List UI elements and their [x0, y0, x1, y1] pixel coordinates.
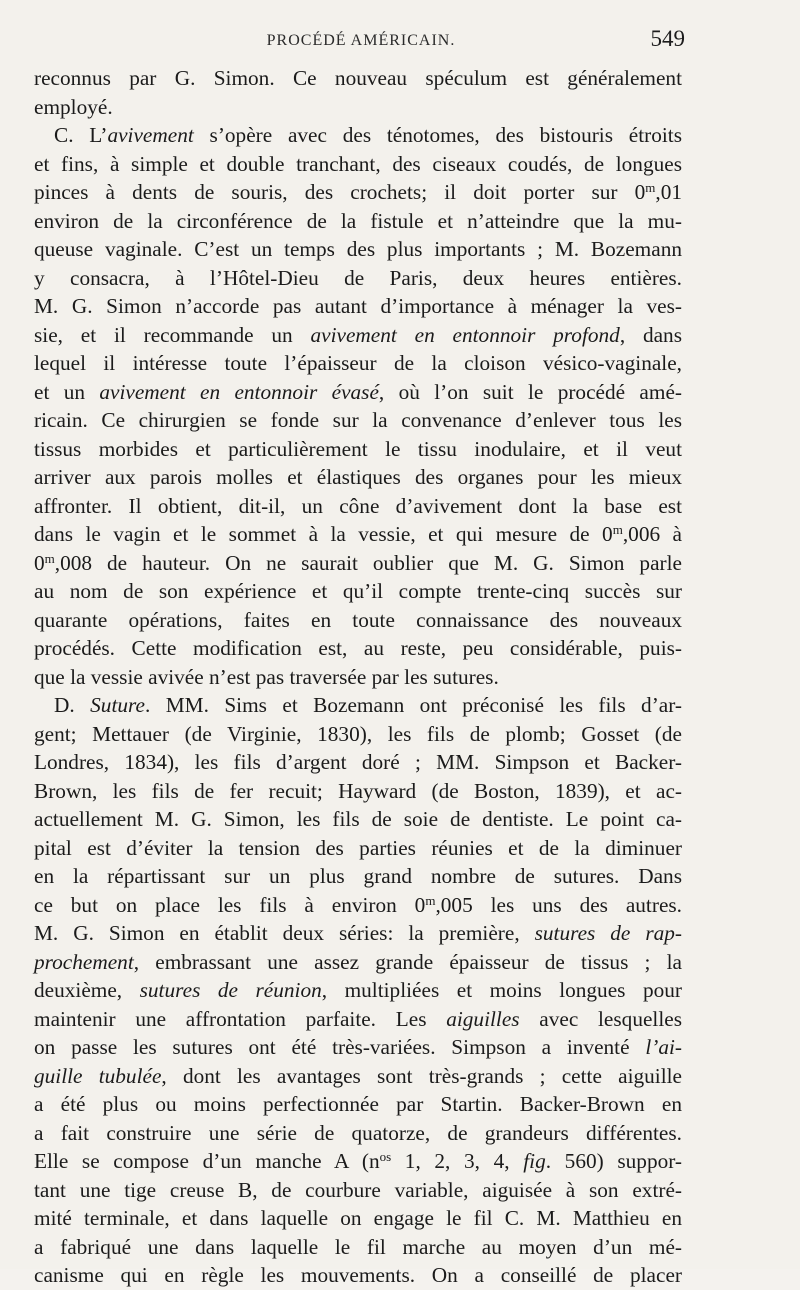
text-line — [34, 93, 682, 122]
page-number: 549 — [650, 26, 685, 51]
italic-text: fig — [523, 1149, 546, 1173]
text-segment: pinces à dents de souris, des crochets; il doit porter sur 0 — [34, 180, 646, 204]
text-segment: procédés. Cette modification est, au reste, peu considérable, puis- — [34, 636, 682, 660]
text-segment: M. G. Simon n’accorde pas autant d’importance à ménager la ves- — [34, 294, 682, 318]
text-segment: lequel il intéresse toute l’épaisseur de la cloison vésico-vaginale, — [34, 351, 682, 375]
text-line — [34, 1147, 682, 1176]
text-line — [34, 1062, 682, 1091]
text-segment: Brown, les fils de fer recuit; Hayward (de Boston, 1839), et ac- — [34, 778, 682, 803]
text-segment: employé. — [34, 94, 113, 119]
text-segment: en la répartissant sur un plus grand nombre de sutures. Dans — [34, 864, 682, 888]
superscript: m — [645, 180, 656, 195]
text-line — [34, 463, 682, 492]
text-line — [34, 919, 682, 948]
running-head: PROCÉDÉ AMÉRICAIN. — [266, 32, 456, 49]
text-line — [34, 121, 682, 150]
text-segment: a fait construire une série de quatorze, de grandeurs différentes. — [34, 1120, 682, 1145]
text-line — [34, 1261, 682, 1290]
text-segment: Londres, 1834), les fils d’argent doré ; MM. Simpson et Backer- — [34, 750, 682, 774]
text-segment: . 560) suppor- — [545, 1149, 682, 1173]
text-segment: sie, et il recommande un — [34, 322, 311, 347]
text-line — [34, 349, 682, 378]
text-segment: gent; Mettauer (de Virginie, 1830), les fils de plomb; Gosset (de — [34, 721, 682, 746]
italic-text: aiguilles — [446, 1006, 520, 1031]
text-line — [34, 976, 682, 1005]
italic-text: guille tubulée — [34, 1063, 162, 1088]
text-segment: a été plus ou moins perfectionnée par Startin. Backer-Brown en — [34, 1092, 682, 1116]
text-segment: . MM. Sims et Bozemann ont préconisé les fils d’ar- — [144, 693, 682, 717]
text-line — [34, 1090, 682, 1119]
italic-text: sutures de réunion — [139, 978, 322, 1002]
text-segment: 1, 2, 3, 4, — [391, 1149, 524, 1173]
italic-text: Suture — [90, 693, 145, 717]
body-text — [34, 64, 682, 1290]
text-line — [34, 634, 682, 663]
text-line — [34, 378, 682, 407]
text-line — [34, 1176, 682, 1205]
text-segment: ,005 les uns des autres. — [435, 892, 683, 917]
italic-text: avivement en entonnoir profond — [310, 322, 620, 347]
text-segment: 0 — [34, 550, 45, 575]
text-line — [34, 520, 682, 549]
text-segment: ,008 de hauteur. On ne saurait oublier que M. G. Simon parle — [54, 550, 682, 575]
italic-text: l’ai- — [645, 1035, 682, 1059]
text-segment: affronter. Il obtient, dit-il, un cône d’avivement dont la base est — [34, 493, 682, 518]
text-line — [34, 492, 682, 521]
text-segment: tissus morbides et particulièrement le tissu inodulaire, et il veut — [34, 436, 682, 461]
text-line — [34, 691, 682, 720]
text-segment: y consacra, à l’Hôtel-Dieu de Paris, deux heures entières. — [34, 265, 682, 290]
text-line — [34, 948, 682, 977]
text-segment: arriver aux parois molles et élastiques des organes pour les mieux — [34, 465, 682, 489]
text-line — [34, 777, 682, 806]
text-segment: on passe les sutures ont été très-variées. Simpson a inventé — [34, 1035, 646, 1059]
text-segment: deuxième, — [34, 978, 140, 1002]
text-segment: ce but on place les fils à environ 0 — [34, 892, 426, 917]
italic-text: sutures de rap- — [534, 921, 683, 945]
text-segment: , dont les avantages sont très-grands ; cette aiguille — [161, 1063, 683, 1088]
text-segment: tant une tige creuse B, de courbure variable, aiguisée à son extré- — [34, 1177, 682, 1202]
text-segment: dans le vagin et le sommet à la vessie, et qui mesure de 0 — [34, 522, 613, 546]
superscript: m — [425, 892, 436, 908]
text-line — [34, 891, 682, 920]
text-segment: mité terminale, et dans laquelle on engage le fil C. M. Matthieu en — [34, 1206, 682, 1230]
text-line — [34, 150, 682, 179]
superscript: m — [44, 550, 55, 566]
text-line — [34, 663, 682, 692]
text-line — [34, 805, 682, 834]
italic-text: avivement — [107, 123, 194, 147]
text-line — [34, 264, 682, 293]
text-segment: , embrassant une assez grande épaisseur de tissus ; la — [133, 949, 682, 974]
text-segment: quarante opérations, faites en toute connaissance des nouveaux — [34, 607, 682, 632]
text-line — [34, 1005, 682, 1034]
text-segment: ,01 — [655, 180, 682, 204]
text-segment: environ de la circonférence de la fistule et n’atteindre que la mu- — [34, 208, 682, 233]
text-line — [34, 235, 682, 264]
text-segment: ,006 à — [622, 522, 683, 546]
text-line — [34, 435, 682, 464]
text-segment: reconnus par G. Simon. Ce nouveau spéculum est généralement — [34, 66, 682, 90]
text-segment: que la vessie avivée n’est pas traversée par les sutures. — [34, 664, 499, 689]
text-segment: ricain. Ce chirurgien se fonde sur la convenance d’enlever tous les — [34, 408, 682, 432]
text-segment: M. G. Simon en établit deux séries: la première, — [34, 921, 535, 945]
text-line — [34, 1119, 682, 1148]
text-line — [34, 748, 682, 777]
text-line — [34, 862, 682, 891]
superscript: os — [379, 1149, 392, 1164]
text-line — [34, 720, 682, 749]
text-line — [34, 606, 682, 635]
text-segment: et un — [34, 379, 100, 404]
text-segment: a fabriqué une dans laquelle le fil marche au moyen d’un mé- — [34, 1234, 682, 1259]
text-line — [34, 1033, 682, 1062]
text-segment: , dans — [619, 322, 682, 347]
text-segment: s’opère avec des ténotomes, des bistouris étroits — [193, 123, 682, 147]
text-segment: pital est d’éviter la tension des parties réunies et de la diminuer — [34, 835, 682, 860]
text-line — [34, 1233, 682, 1262]
text-segment: D. — [54, 693, 91, 717]
text-segment: queuse vaginale. C’est un temps des plus importants ; M. Bozemann — [34, 237, 682, 261]
superscript: m — [612, 522, 623, 537]
text-line — [34, 321, 682, 350]
text-line — [34, 577, 682, 606]
text-segment: maintenir une affrontation parfaite. Les — [34, 1006, 447, 1031]
text-segment: , multipliées et moins longues pour — [321, 978, 682, 1002]
text-segment: avec lesquelles — [519, 1006, 682, 1031]
text-segment: Elle se compose d’un manche A (n — [34, 1149, 380, 1173]
text-line — [34, 549, 682, 578]
text-line — [34, 406, 682, 435]
text-segment: et fins, à simple et double tranchant, des ciseaux coudés, de longues — [34, 151, 682, 176]
italic-text: avivement en entonnoir évasé — [99, 379, 379, 404]
text-segment: actuellement M. G. Simon, les fils de soie de dentiste. Le point ca- — [34, 807, 682, 831]
text-line — [34, 64, 682, 93]
text-line — [34, 834, 682, 863]
text-line — [34, 207, 682, 236]
text-line — [34, 292, 682, 321]
text-line — [34, 178, 682, 207]
text-segment: C. L’ — [54, 123, 108, 147]
italic-text: prochement — [34, 949, 134, 974]
text-segment: canisme qui en règle les mouvements. On a conseillé de placer — [34, 1263, 682, 1287]
text-line — [34, 1204, 682, 1233]
text-segment: au nom de son expérience et qu’il compte trente-cinq succès sur — [34, 579, 682, 603]
text-segment: , où l’on suit le procédé amé- — [378, 379, 682, 404]
